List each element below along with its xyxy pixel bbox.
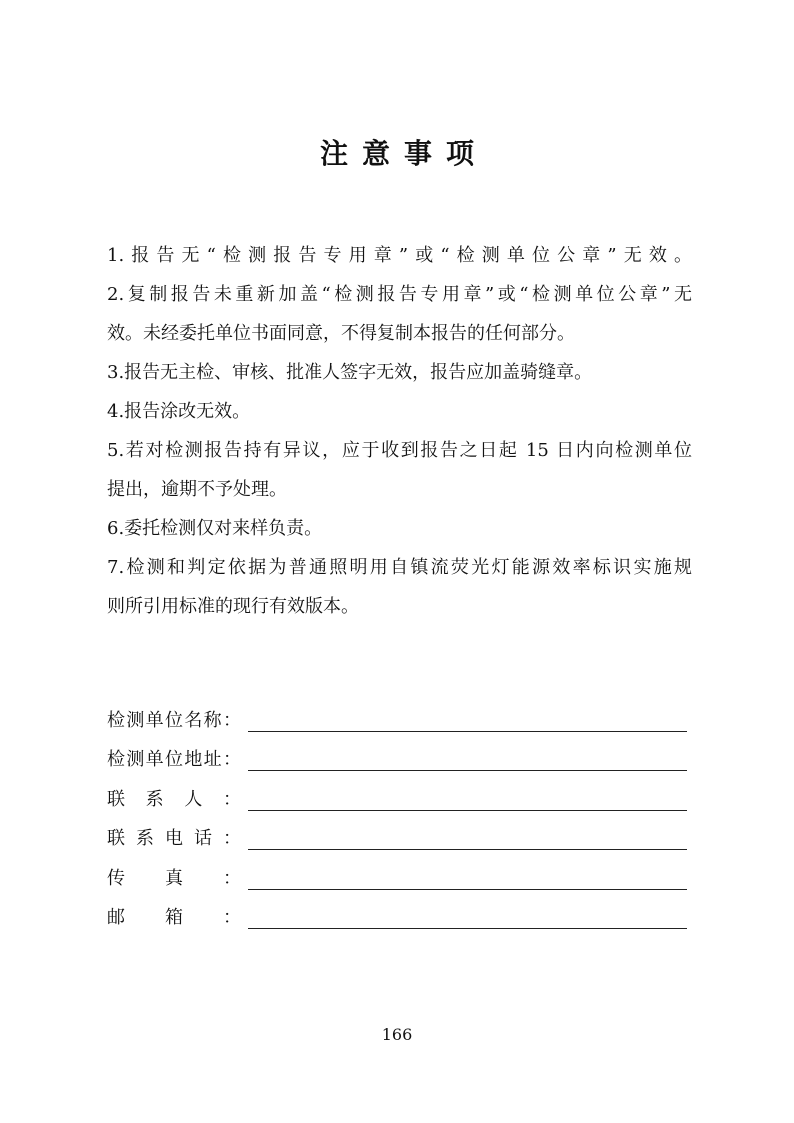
note-line: 4.报告涂改无效。 (107, 401, 251, 422)
note-line: 3.报告无主检、审核、批准人签字无效，报告应加盖骑缝章。 (107, 362, 593, 383)
note-line: 1.报告无“检测报告专用章”或“检测单位公章”无效。 (107, 245, 692, 266)
page-title: 注意事项 (319, 137, 488, 170)
address-label: 检 测 单 位 地 址 ： (107, 749, 241, 771)
fax-field-line (248, 889, 687, 890)
name-field-line (248, 731, 687, 732)
note-line: 2.复制报告未重新加盖“检测报告专用章”或“检测单位公章”无 (107, 284, 692, 305)
note-line: 7.检测和判定依据为普通照明用自镇流荧光灯能源效率标识实施规 (107, 557, 692, 578)
phone-field-line (248, 849, 687, 850)
contact-field-line (248, 810, 687, 811)
form-row-phone (107, 820, 687, 859)
email-label: 邮 箱 ： (107, 906, 241, 928)
notes-list (107, 236, 692, 626)
form-row-contact (107, 781, 687, 820)
note-line: 则所引用标准的现行有效版本。 (107, 596, 359, 617)
phone-label: 联 系 电 话 ： (107, 828, 241, 850)
note-line: 5.若对检测报告持有异议，应于收到报告之日起 15 日内向检测单位 (107, 440, 692, 461)
address-field-line (248, 770, 687, 771)
page-number: 166 (381, 1025, 413, 1044)
form-row-fax (107, 860, 687, 899)
contact-label: 联 系 人 ： (107, 788, 241, 810)
note-line: 效。未经委托单位书面同意，不得复制本报告的任何部分。 (107, 323, 575, 344)
form-row-email (107, 899, 687, 938)
form-row-address (107, 741, 687, 780)
name-label: 检 测 单 位 名 称 ： (107, 710, 241, 731)
note-line: 6.委托检测仅对来样负责。 (107, 518, 323, 539)
note-line: 提出，逾期不予处理。 (107, 479, 287, 500)
form-row-name (107, 702, 687, 741)
fax-label: 传 真 ： (107, 867, 241, 889)
contact-form (107, 702, 687, 938)
email-field-line (248, 928, 687, 929)
